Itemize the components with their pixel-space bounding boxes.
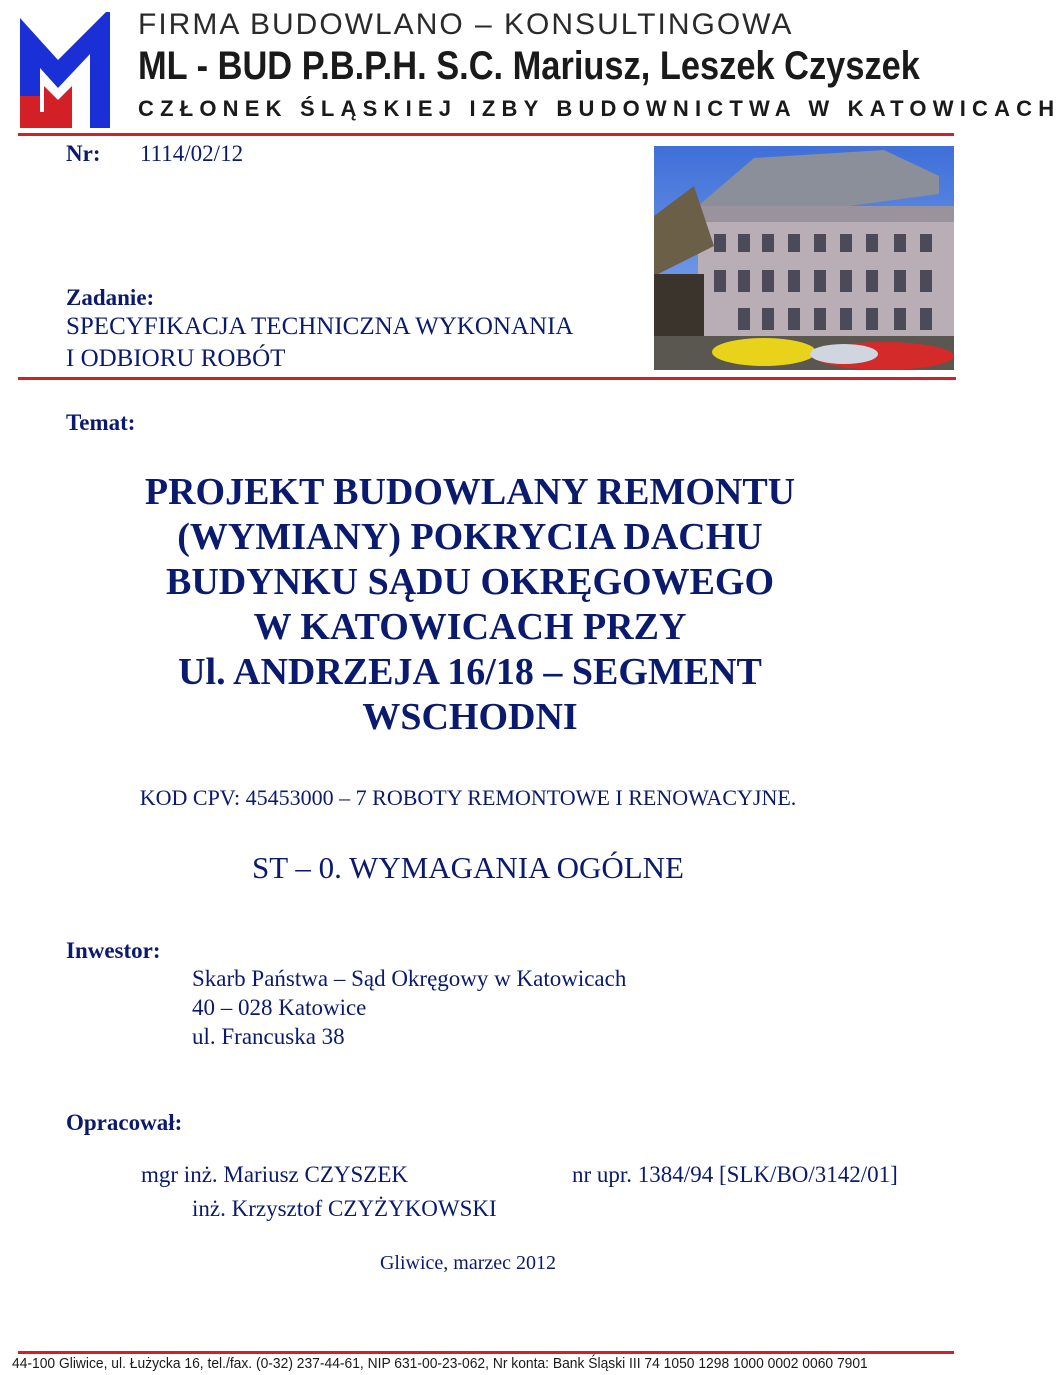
- inwestor-label: Inwestor:: [66, 938, 161, 963]
- zadanie-line-2: I ODBIORU ROBÓT: [66, 345, 286, 372]
- nr-label: Nr:: [66, 141, 101, 166]
- zadanie-label: Zadanie:: [66, 285, 155, 310]
- firm-type: FIRMA BUDOWLANO – KONSULTINGOWA: [138, 8, 794, 41]
- title-line-6: WSCHODNI: [362, 696, 578, 738]
- title-line-1: PROJEKT BUDOWLANY REMONTU: [144, 471, 796, 513]
- author-1-license: nr upr. 1384/94 [SLK/BO/3142/01]: [572, 1162, 898, 1187]
- title-line-3: BUDYNKU SĄDU OKRĘGOWEGO: [165, 561, 775, 603]
- nr-value: 1114/02/12: [140, 141, 244, 166]
- author-1: mgr inż. Mariusz CZYSZEK: [141, 1162, 409, 1187]
- zadanie-line-1: SPECYFIKACJA TECHNICZNA WYKONANIA: [66, 313, 574, 340]
- header-divider: [18, 133, 954, 136]
- opracowal-label: Opracował:: [66, 1110, 183, 1135]
- author-2: inż. Krzysztof CZYŻYKOWSKI: [192, 1196, 497, 1221]
- title-line-2: (WYMIANY) POKRYCIA DACHU: [177, 516, 763, 558]
- section-divider: [18, 377, 956, 380]
- place-date: Gliwice, marzec 2012: [379, 1252, 557, 1274]
- title-line-5: Ul. ANDRZEJA 16/18 – SEGMENT: [178, 651, 762, 693]
- court-building-photo: [654, 146, 954, 370]
- title-line-4: W KATOWICACH PRZY: [253, 606, 687, 648]
- inwestor-postcode: 40 – 028 Katowice: [192, 995, 367, 1020]
- footer-contact: 44-100 Gliwice, ul. Łużycka 16, tel./fax. (0-32) 237-44-61, NIP 631-00-23-062, Nr konta: Bank Śląski III 74 1050 1298 1000 0002 0060 7901: [12, 1356, 868, 1372]
- temat-label: Temat:: [66, 410, 136, 435]
- firm-membership: CZŁONEK ŚLĄSKIEJ IZBY BUDOWNICTWA W KATOWICACH: [138, 96, 1060, 121]
- inwestor-name: Skarb Państwa – Sąd Okręgowy w Katowicach: [192, 966, 627, 991]
- company-logo: [18, 8, 112, 130]
- cpv-code: KOD CPV: 45453000 – 7 ROBOTY REMONTOWE I RENOWACYJNE.: [139, 785, 797, 810]
- footer-divider: [18, 1351, 954, 1354]
- spec-section-title: ST – 0. WYMAGANIA OGÓLNE: [252, 850, 684, 885]
- inwestor-street: ul. Francuska 38: [192, 1024, 345, 1049]
- firm-name: ML - BUD P.B.P.H. S.C. Mariusz, Leszek Czyszek: [138, 44, 920, 88]
